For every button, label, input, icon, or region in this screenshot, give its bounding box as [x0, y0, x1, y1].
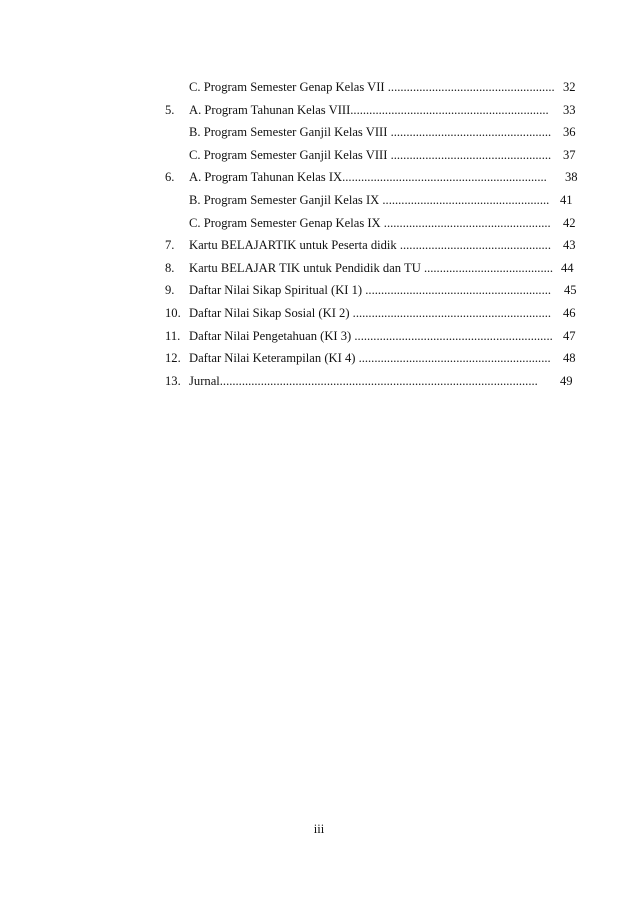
toc-entry: [0, 212, 638, 235]
toc-entry: [0, 279, 638, 302]
toc-entry: [0, 347, 638, 370]
toc-entry-page: 49: [560, 373, 573, 388]
toc-entry-page: 47: [563, 328, 576, 343]
toc-entry: [0, 121, 638, 144]
toc-entry-title: B. Program Semester Ganjil Kelas VIII ...................................................: [189, 125, 552, 140]
toc-entry-number: 6.: [165, 170, 175, 185]
toc-entry-title: Jurnal.....................................................................................................: [189, 373, 538, 388]
toc-entry-number: 9.: [165, 283, 175, 298]
toc-entry: [0, 99, 638, 122]
toc-entry: [0, 257, 638, 280]
toc-entry: [0, 325, 638, 348]
toc-entry-page: 32: [563, 80, 576, 94]
toc-entry-title: Kartu BELAJARTIK untuk Peserta didik ................................................: [189, 238, 551, 253]
toc-entry-page: 37: [563, 147, 576, 162]
toc-entry-page: 33: [563, 102, 576, 117]
toc-entry-title: C. Program Semester Genap Kelas VII .....................................................: [189, 80, 555, 94]
toc-entry-title: Kartu BELAJAR TIK untuk Pendidik dan TU .........................................: [189, 260, 554, 275]
toc-entry-number: 8.: [165, 260, 175, 275]
toc-entry: [0, 166, 638, 189]
toc-entry-number: 7.: [165, 238, 175, 253]
toc-entry: [0, 144, 638, 167]
toc-entry-title: A. Program Tahunan Kelas IX.................................................................: [189, 170, 547, 185]
toc-entry-title: Daftar Nilai Sikap Sosial (KI 2) ...............................................................: [189, 305, 552, 320]
toc-entry-page: 48: [563, 351, 576, 366]
toc-entry: [0, 370, 638, 393]
toc-entry-number: 12.: [165, 351, 181, 366]
toc-entry-number: 13.: [165, 373, 181, 388]
toc-entry: [0, 76, 638, 99]
toc-entry-number: 10.: [165, 305, 181, 320]
toc-entry-title: Daftar Nilai Pengetahuan (KI 3) ...............................................................: [189, 328, 553, 343]
toc-entry-page: 38: [565, 170, 578, 185]
toc-entry-title: C. Program Semester Ganjil Kelas VIII ...................................................: [189, 147, 552, 162]
toc-entry-title: Daftar Nilai Sikap Spiritual (KI 1) ...........................................................: [189, 283, 552, 298]
toc-entry: [0, 302, 638, 325]
toc-entry-page: 36: [563, 125, 576, 140]
toc-entry-page: 43: [563, 238, 576, 253]
table-of-contents: [0, 76, 638, 392]
toc-entry: [0, 189, 638, 212]
toc-entry-page: 44: [561, 260, 574, 275]
toc-entry-number: 11.: [165, 328, 181, 343]
toc-entry: [0, 234, 638, 257]
toc-entry-page: 41: [560, 192, 573, 207]
toc-entry-page: 46: [563, 305, 576, 320]
page-number: iii: [313, 822, 325, 836]
toc-entry-title: C. Program Semester Genap Kelas IX .....................................................: [189, 215, 551, 230]
toc-entry-title: Daftar Nilai Keterampilan (KI 4) .............................................................: [189, 351, 551, 366]
toc-entry-title: A. Program Tahunan Kelas VIII...............................................................: [189, 102, 549, 117]
toc-entry-number: 5.: [165, 102, 175, 117]
toc-entry-page: 45: [564, 283, 577, 298]
toc-entry-title: B. Program Semester Ganjil Kelas IX .....................................................: [189, 192, 550, 207]
toc-entry-page: 42: [563, 215, 576, 230]
